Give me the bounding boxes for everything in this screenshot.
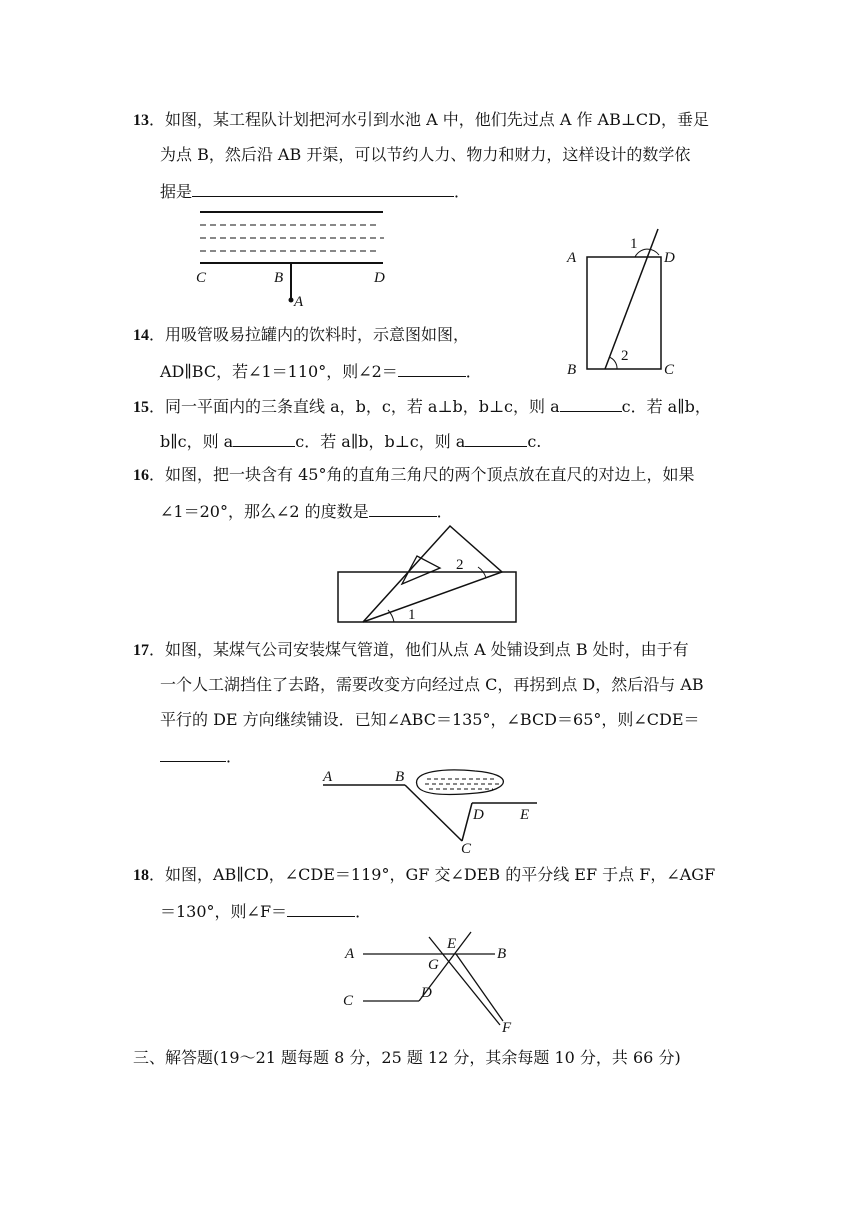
q18-line-1 [133, 865, 715, 886]
q14-can-straw-figure [565, 225, 695, 385]
q13-label-c: C [196, 270, 207, 286]
q14-label-b: B [567, 362, 577, 378]
q15-line-2 [160, 430, 541, 452]
q14-number: 14 [133, 327, 149, 344]
q13-text-3: 据是 [160, 182, 193, 201]
q16-line-2 [160, 500, 453, 522]
q17-line-4 [160, 745, 242, 767]
q16-text-2-end: ． [436, 502, 453, 521]
q16-number: 16 [133, 467, 149, 484]
q17-line-2: 一个人工湖挡住了去路，需要改变方向经过点 C，再拐到点 D，然后沿与 AB [160, 675, 704, 694]
q18-text-2-end: ． [355, 902, 372, 921]
q13-number: 13 [133, 112, 149, 129]
q14-text-2-end: ． [465, 362, 482, 381]
q14-label-d: D [664, 250, 675, 266]
q15-text-2b: c．若 a∥b，b⊥c，则 a [295, 432, 466, 451]
q15-text-1b: c．若 a∥b， [621, 397, 711, 416]
q18-label-g: G [428, 957, 439, 973]
q14-answer-blank[interactable] [398, 360, 466, 377]
q13-answer-blank[interactable] [192, 180, 454, 197]
q17-text-4-end: ． [226, 747, 243, 766]
q17-label-e: E [520, 807, 530, 823]
q18-line-2 [160, 900, 371, 922]
q17-answer-blank[interactable] [160, 745, 226, 762]
q15-answer-blank-3[interactable] [465, 430, 527, 447]
q16-line-1 [133, 465, 694, 486]
q17-number: 17 [133, 642, 149, 659]
q13-text-1: ．如图，某工程队计划把河水引到水池 A 中，他们先过点 A 作 AB⊥CD，垂足 [149, 110, 709, 129]
q17-label-b: B [395, 769, 405, 785]
section-3-heading: 三、解答题(19～21 题每题 8 分，25 题 12 分，其余每题 10 分，共 66 分) [133, 1048, 681, 1067]
q15-line-1 [133, 395, 711, 418]
q14-text-1: ．用吸管吸易拉罐内的饮料时，示意图如图， [149, 325, 470, 344]
q18-label-d: D [421, 985, 432, 1001]
q14-angle-1: 1 [630, 236, 638, 252]
q16-text-2: ∠1＝20°，那么∠2 的度数是 [160, 502, 369, 521]
q14-label-c: C [664, 362, 675, 378]
q17-label-d: D [473, 807, 484, 823]
q18-answer-blank[interactable] [287, 900, 355, 917]
q17-line-1 [133, 640, 689, 661]
q17-gas-pipe-figure [315, 765, 555, 860]
q17-label-a: A [323, 769, 333, 785]
q18-label-c: C [343, 993, 354, 1009]
q14-line-1 [133, 325, 469, 346]
q15-text-2c: c. [527, 432, 542, 451]
q15-text-1a: ．同一平面内的三条直线 a，b，c，若 a⊥b，b⊥c，则 a [149, 397, 560, 416]
q14-angle-2: 2 [621, 348, 629, 364]
q13-label-d: D [374, 270, 385, 286]
q15-text-2a: b∥c，则 a [160, 432, 234, 451]
q14-text-2: AD∥BC，若∠1＝110°，则∠2＝ [160, 362, 398, 381]
q13-line-2: 为点 B，然后沿 AB 开渠，可以节约人力、物力和财力，这样设计的数学依 [160, 145, 691, 164]
q13-label-b: B [274, 270, 284, 286]
q13-label-a: A [294, 294, 304, 310]
q18-number: 18 [133, 867, 149, 884]
q18-text-2: ＝130°，则∠F＝ [160, 902, 288, 921]
q15-answer-blank-2[interactable] [233, 430, 295, 447]
q16-angle-2: 2 [456, 557, 464, 573]
q13-line-3 [160, 180, 470, 202]
q17-label-c: C [461, 841, 472, 857]
q17-text-1: ．如图，某煤气公司安装煤气管道，他们从点 A 处铺设到点 B 处时，由于有 [149, 640, 689, 659]
q18-parallel-lines-figure [335, 925, 535, 1040]
q15-answer-blank-1[interactable] [560, 395, 622, 412]
q13-river-figure [190, 205, 400, 310]
q13-line-1 [133, 110, 709, 131]
q18-label-b: B [497, 946, 507, 962]
q18-text-1: ．如图，AB∥CD，∠CDE＝119°，GF 交∠DEB 的平分线 EF 于点 F，∠AGF [149, 865, 716, 884]
q17-line-3: 平行的 DE 方向继续铺设．已知∠ABC＝135°，∠BCD＝65°，则∠CDE＝ [160, 710, 700, 729]
q16-text-1: ．如图，把一块含有 45°角的直角三角尺的两个顶点放在直尺的对边上，如果 [149, 465, 695, 484]
q15-number: 15 [133, 399, 149, 416]
q18-label-f: F [502, 1020, 512, 1036]
q18-label-e: E [447, 936, 457, 952]
q14-line-2 [160, 360, 482, 382]
q18-label-a: A [345, 946, 355, 962]
q16-angle-1: 1 [408, 607, 416, 623]
q16-answer-blank[interactable] [369, 500, 437, 517]
q16-ruler-triangle-figure [330, 520, 530, 630]
q14-label-a: A [567, 250, 577, 266]
q13-text-3-end: ． [454, 182, 471, 201]
